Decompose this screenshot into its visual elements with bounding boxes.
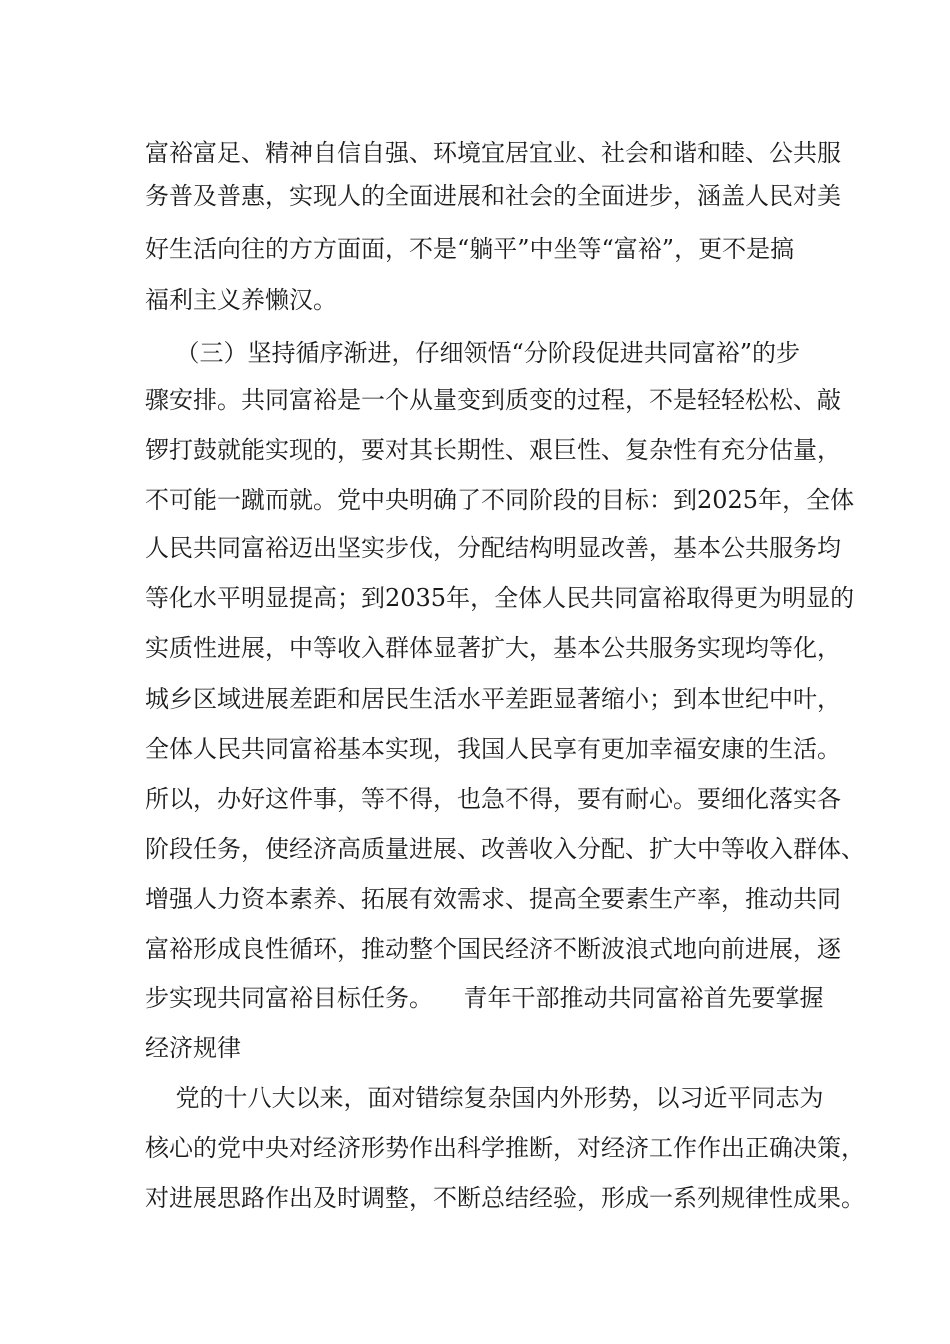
text-line: 不可能一蹴而就。党中央明确了不同阶段的目标：到2025年，全体 (145, 486, 855, 514)
text-line: 好生活向往的方方面面，不是“躺平”中坐等“富裕”，更不是搞 (145, 235, 795, 263)
text-line: 党的十八大以来，面对错综复杂国内外形势，以习近平同志为 (145, 1084, 824, 1112)
text-line: 城乡区域进展差距和居民生活水平差距显著缩小；到本世纪中叶， (145, 685, 841, 713)
text-line: 步实现共同富裕目标任务。 青年干部推动共同富裕首先要掌握 (145, 984, 824, 1012)
text-line: 务普及普惠，实现人的全面进展和社会的全面进步，涵盖人民对美 (145, 182, 841, 210)
text-line: 全体人民共同富裕基本实现，我国人民享有更加幸福安康的生活。 (145, 735, 841, 763)
text-line: 人民共同富裕迈出坚实步伐，分配结构明显改善，基本公共服务均 (145, 534, 841, 562)
text-line: 骤安排。共同富裕是一个从量变到质变的过程，不是轻轻松松、敲 (145, 386, 841, 414)
text-line: 核心的党中央对经济形势作出科学推断，对经济工作作出正确决策， (145, 1134, 865, 1162)
text-line: 增强人力资本素养、拓展有效需求、提高全要素生产率，推动共同 (145, 885, 841, 913)
text-line: 对进展思路作出及时调整，不断总结经验，形成一系列规律性成果。 (145, 1184, 865, 1212)
text-line: 锣打鼓就能实现的，要对其长期性、艰巨性、复杂性有充分估量， (145, 436, 841, 464)
text-line: 实质性进展，中等收入群体显著扩大，基本公共服务实现均等化， (145, 634, 841, 662)
text-line: 福利主义养懒汉。 (145, 286, 337, 314)
text-line: 阶段任务，使经济高质量进展、改善收入分配、扩大中等收入群体、 (145, 835, 865, 863)
text-line: 所以，办好这件事，等不得，也急不得，要有耐心。要细化落实各 (145, 785, 841, 813)
text-line: 富裕富足、精神自信自强、环境宜居宜业、社会和谐和睦、公共服 (145, 139, 841, 167)
text-line: 富裕形成良性循环，推动整个国民经济不断波浪式地向前进展，逐 (145, 935, 841, 963)
text-line: （三）坚持循序渐进，仔细领悟“分阶段促进共同富裕”的步 (145, 339, 801, 367)
text-line: 经济规律 (145, 1034, 241, 1062)
text-line: 等化水平明显提高；到2035年，全体人民共同富裕取得更为明显的 (145, 584, 855, 612)
